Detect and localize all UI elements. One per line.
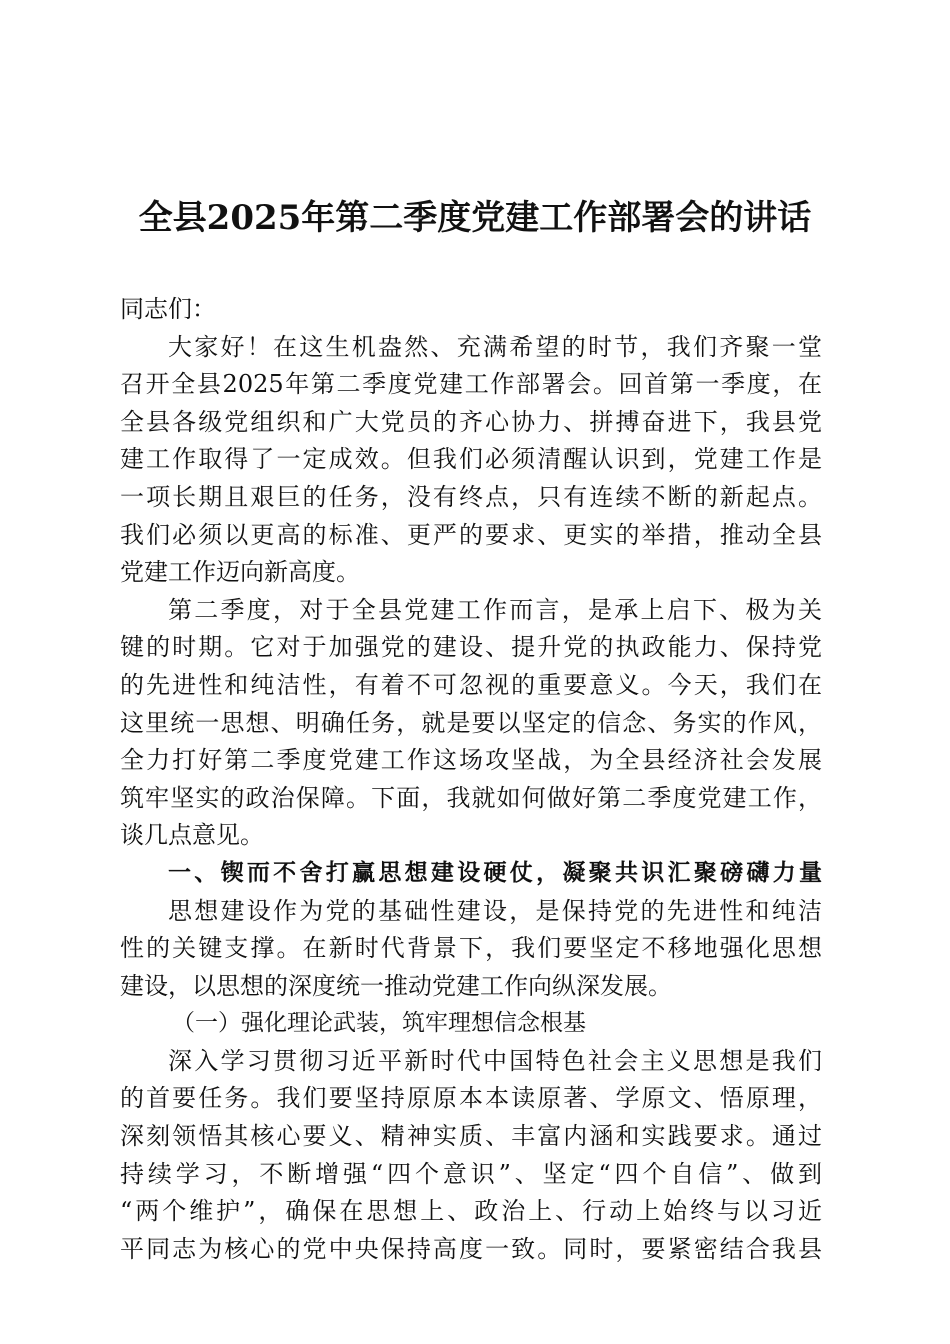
paragraph-line: 筑牢坚实的政治保障。下面，我就如何做好第二季度党建工作， [120,783,822,812]
paragraph-line: 大家好！在这生机盎然、充满希望的时节，我们齐聚一堂 [168,332,822,361]
paragraph-line: 我们必须以更高的标准、更严的要求、更实的举措，推动全县 [120,520,822,549]
subsection-heading: （一）强化理论武装，筑牢理想信念根基 [172,1010,586,1037]
paragraph-line: 性的关键支撑。在新时代背景下，我们要坚定不移地强化思想 [120,934,822,963]
paragraph-line: 建工作取得了一定成效。但我们必须清醒认识到，党建工作是 [120,445,822,474]
paragraph-line: 键的时期。它对于加强党的建设、提升党的执政能力、保持党 [120,633,822,662]
paragraph-line: 深刻领悟其核心要义、精神实质、丰富内涵和实践要求。通过 [120,1122,822,1151]
section-heading: 一、锲而不舍打赢思想建设硬仗，凝聚共识汇聚磅礴力量 [168,859,822,886]
page-title: 全县2025年第二季度党建工作部署会的讲话 [138,198,812,238]
paragraph-line: 第二季度，对于全县党建工作而言，是承上启下、极为关 [168,595,822,624]
paragraph-line: 一项长期且艰巨的任务，没有终点，只有连续不断的新起点。 [120,482,822,511]
paragraph-line: 深入学习贯彻习近平新时代中国特色社会主义思想是我们 [168,1046,822,1075]
document-body [120,291,822,1268]
paragraph-line: 党建工作迈向新高度。 [120,558,360,587]
paragraph-line: 平同志为核心的党中央保持高度一致。同时，要紧密结合我县 [120,1234,822,1263]
paragraph-line: 召开全县2025年第二季度党建工作部署会。回首第一季度，在 [120,370,822,399]
paragraph-line: 全县各级党组织和广大党员的齐心协力、拼搏奋进下，我县党 [120,407,822,436]
paragraph-line: 建设，以思想的深度统一推动党建工作向纵深发展。 [120,971,672,1000]
paragraph-line: 的先进性和纯洁性，有着不可忽视的重要意义。今天，我们在 [120,670,822,699]
paragraph-line: 持续学习，不断增强“四个意识”、坚定“四个自信”、做到 [120,1159,822,1188]
salutation: 同志们： [120,295,216,323]
paragraph-line: 的首要任务。我们要坚持原原本本读原著、学原文、悟原理， [120,1084,822,1113]
paragraph-line: 思想建设作为党的基础性建设，是保持党的先进性和纯洁 [168,896,822,925]
paragraph-line: 谈几点意见。 [120,821,264,850]
paragraph-line: 这里统一思想、明确任务，就是要以坚定的信念、务实的作风， [120,708,822,737]
paragraph-line: “两个维护”，确保在思想上、政治上、行动上始终与以习近 [120,1197,822,1226]
paragraph-line: 全力打好第二季度党建工作这场攻坚战，为全县经济社会发展 [120,746,822,775]
